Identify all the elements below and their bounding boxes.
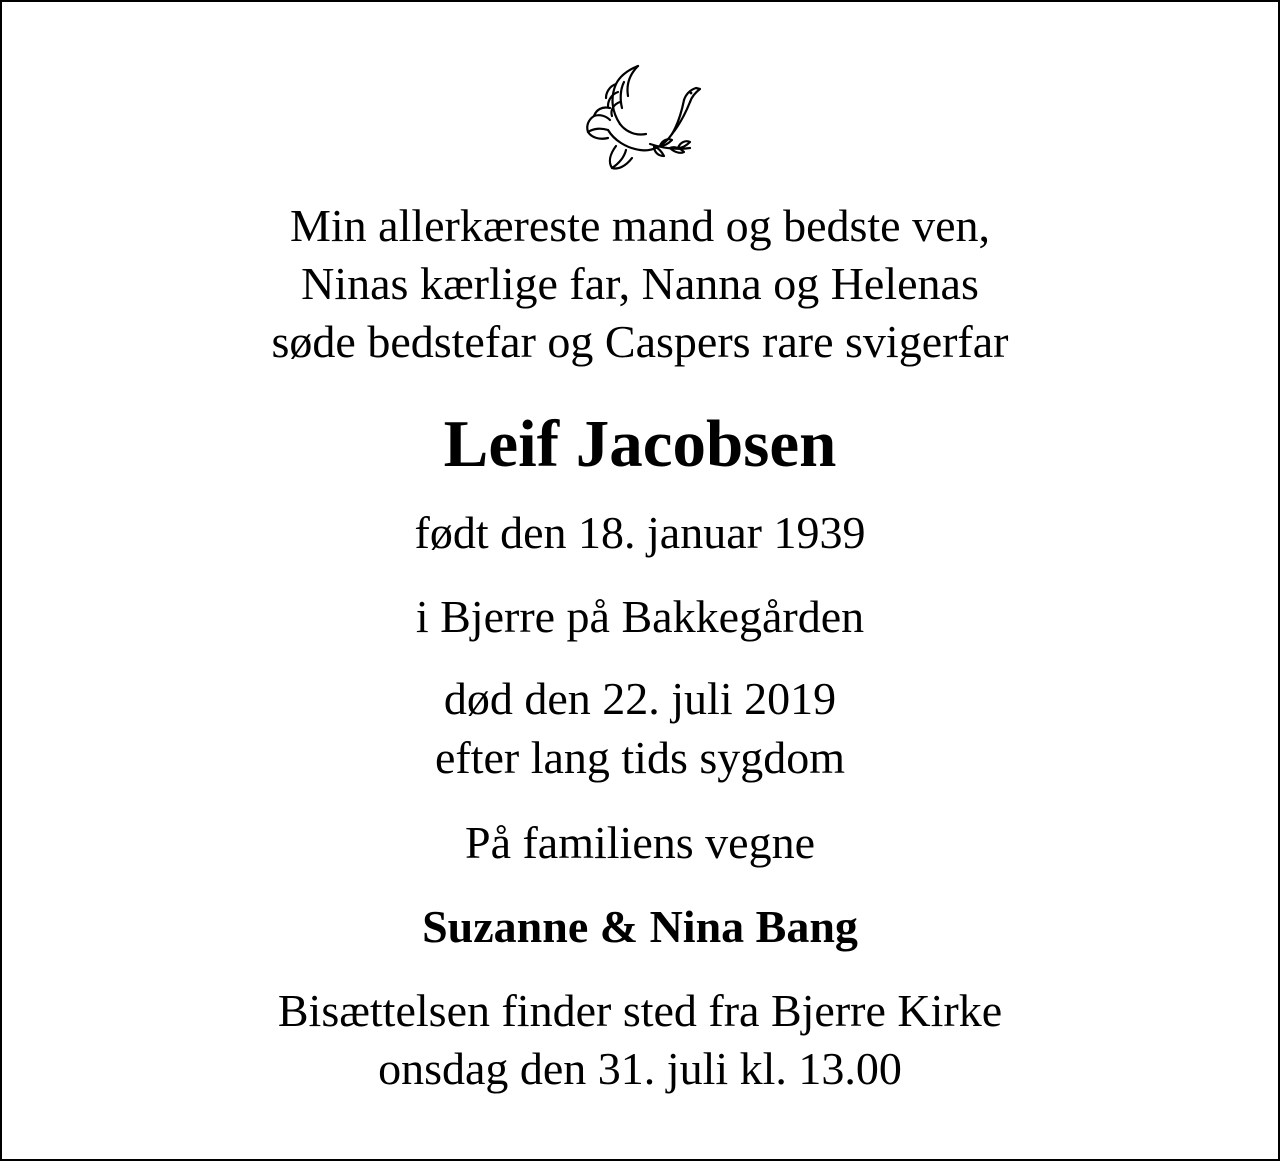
dove-icon <box>580 62 704 174</box>
funeral-time: onsdag den 31. juli kl. 13.00 <box>378 1043 902 1094</box>
funeral-location: Bisættelsen finder sted fra Bjerre Kirke <box>277 985 1003 1036</box>
death-date: død den 22. juli 2019 <box>443 673 837 724</box>
on-behalf-text: På familiens vegne <box>464 817 815 868</box>
birth-date: født den 18. januar 1939 <box>414 507 866 558</box>
cause-of-death: efter lang tids sygdom <box>434 732 846 783</box>
deceased-name: Leif Jacobsen <box>443 407 837 481</box>
intro-text <box>2 197 1278 371</box>
signers: Suzanne & Nina Bang <box>422 901 858 952</box>
intro-line-3: søde bedstefar og Caspers rare svigerfar <box>271 316 1009 367</box>
birthplace: i Bjerre på Bakkegården <box>415 591 865 642</box>
intro-line-2: Ninas kærlige far, Nanna og Helenas <box>301 258 979 309</box>
intro-line-1: Min allerkæreste mand og bedste ven, <box>289 200 991 251</box>
